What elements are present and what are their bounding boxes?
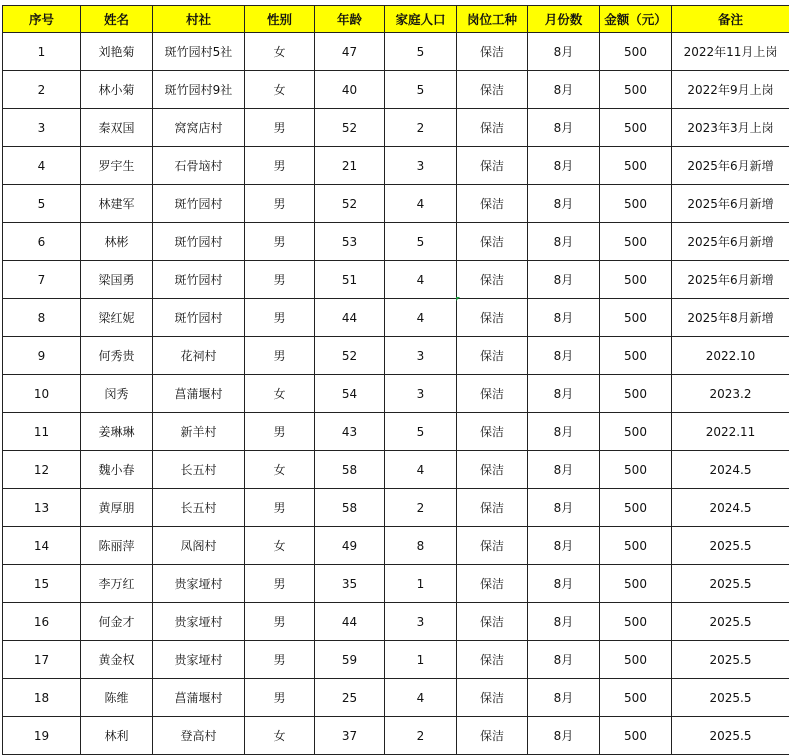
table-cell[interactable]: 500 (600, 375, 672, 413)
table-cell[interactable]: 保洁 (457, 413, 528, 451)
table-cell[interactable]: 男 (245, 109, 315, 147)
table-cell[interactable]: 3 (385, 337, 457, 375)
table-row (3, 299, 789, 337)
table-cell[interactable]: 8月 (528, 185, 600, 223)
table-cell[interactable]: 44 (315, 299, 385, 337)
table-cell[interactable]: 闵秀 (81, 375, 153, 413)
table-cell[interactable]: 5 (385, 413, 457, 451)
table-cell[interactable]: 15 (3, 565, 81, 603)
table-cell[interactable]: 保洁 (457, 641, 528, 679)
table-cell[interactable]: 500 (600, 109, 672, 147)
table-cell[interactable]: 2025年8月新增 (672, 299, 789, 337)
table-cell[interactable]: 男 (245, 185, 315, 223)
table-cell[interactable]: 2022年9月上岗 (672, 71, 789, 109)
table-row (3, 337, 789, 375)
table-cell[interactable]: 500 (600, 261, 672, 299)
table-cell[interactable]: 500 (600, 527, 672, 565)
header-row (3, 6, 789, 33)
table-cell[interactable]: 1 (385, 565, 457, 603)
table-row (3, 223, 789, 261)
table-cell[interactable]: 4 (385, 299, 457, 337)
table-cell[interactable]: 2022.11 (672, 413, 789, 451)
table-cell[interactable]: 保洁 (457, 147, 528, 185)
table-row (3, 641, 789, 679)
table-cell[interactable]: 8月 (528, 299, 600, 337)
table-cell[interactable]: 林彬 (81, 223, 153, 261)
table-cell[interactable]: 8 (385, 527, 457, 565)
table-cell[interactable]: 保洁 (457, 489, 528, 527)
table-cell[interactable]: 4 (3, 147, 81, 185)
table-cell[interactable]: 梁红妮 (81, 299, 153, 337)
table-cell[interactable]: 保洁 (457, 679, 528, 717)
table-cell[interactable]: 男 (245, 261, 315, 299)
table-cell[interactable]: 斑竹园村5社 (153, 33, 245, 71)
table-cell[interactable]: 女 (245, 527, 315, 565)
table-cell[interactable]: 斑竹园村 (153, 261, 245, 299)
table-cell[interactable]: 保洁 (457, 33, 528, 71)
table-cell[interactable]: 8月 (528, 71, 600, 109)
comment-marker-icon (456, 297, 460, 301)
table-cell[interactable]: 刘艳菊 (81, 33, 153, 71)
table-cell[interactable]: 窝窝店村 (153, 109, 245, 147)
table-cell[interactable]: 陈丽萍 (81, 527, 153, 565)
table-cell[interactable]: 2025.5 (672, 565, 789, 603)
table-cell[interactable]: 1 (3, 33, 81, 71)
table-cell[interactable]: 斑竹园村9社 (153, 71, 245, 109)
header-cell[interactable]: 村社 (153, 6, 245, 33)
table-cell[interactable]: 贵家垭村 (153, 641, 245, 679)
table-cell[interactable]: 保洁 (457, 451, 528, 489)
table-cell[interactable]: 2024.5 (672, 489, 789, 527)
table-cell[interactable]: 林建军 (81, 185, 153, 223)
table-cell[interactable]: 5 (385, 33, 457, 71)
table-cell[interactable]: 何秀贵 (81, 337, 153, 375)
table-cell[interactable]: 男 (245, 413, 315, 451)
table-cell[interactable]: 4 (385, 451, 457, 489)
table-cell[interactable]: 斑竹园村 (153, 299, 245, 337)
table-cell[interactable]: 男 (245, 641, 315, 679)
table-cell[interactable]: 菖蒲堰村 (153, 375, 245, 413)
table-row (3, 375, 789, 413)
table-cell[interactable]: 2025年6月新增 (672, 185, 789, 223)
table-cell[interactable]: 梁国勇 (81, 261, 153, 299)
table-cell[interactable]: 59 (315, 641, 385, 679)
table-cell[interactable]: 长五村 (153, 489, 245, 527)
table-cell[interactable]: 保洁 (457, 71, 528, 109)
table-cell[interactable]: 37 (315, 717, 385, 755)
table-cell[interactable]: 2024.5 (672, 451, 789, 489)
table-cell[interactable]: 8月 (528, 261, 600, 299)
table-cell[interactable]: 2022.10 (672, 337, 789, 375)
table-cell[interactable]: 2022年11月上岗 (672, 33, 789, 71)
table-cell[interactable]: 黄金权 (81, 641, 153, 679)
table-cell[interactable]: 保洁 (457, 261, 528, 299)
table-cell[interactable]: 58 (315, 451, 385, 489)
table-row (3, 185, 789, 223)
table-cell[interactable]: 林利 (81, 717, 153, 755)
table-cell[interactable]: 男 (245, 299, 315, 337)
table-cell[interactable]: 男 (245, 603, 315, 641)
table-cell[interactable]: 500 (600, 603, 672, 641)
table-cell[interactable]: 3 (385, 375, 457, 413)
table-cell[interactable]: 35 (315, 565, 385, 603)
table-cell[interactable]: 4 (385, 185, 457, 223)
table-cell[interactable]: 李万红 (81, 565, 153, 603)
table-cell[interactable]: 54 (315, 375, 385, 413)
table-cell[interactable]: 52 (315, 185, 385, 223)
table-cell[interactable]: 菖蒲堰村 (153, 679, 245, 717)
table-cell[interactable]: 陈维 (81, 679, 153, 717)
table-cell[interactable]: 保洁 (457, 603, 528, 641)
table-row (3, 261, 789, 299)
table-cell[interactable]: 女 (245, 33, 315, 71)
table-cell[interactable]: 魏小春 (81, 451, 153, 489)
table-cell[interactable]: 罗宇生 (81, 147, 153, 185)
header-cell[interactable]: 备注 (672, 6, 789, 33)
table-cell[interactable]: 6 (3, 223, 81, 261)
header-cell[interactable]: 姓名 (81, 6, 153, 33)
table-cell[interactable]: 凤阁村 (153, 527, 245, 565)
table-cell[interactable]: 斑竹园村 (153, 185, 245, 223)
table-cell[interactable]: 13 (3, 489, 81, 527)
table-cell[interactable]: 21 (315, 147, 385, 185)
table-cell[interactable]: 500 (600, 33, 672, 71)
table-cell[interactable]: 51 (315, 261, 385, 299)
table-cell[interactable]: 男 (245, 147, 315, 185)
table-cell[interactable]: 姜琳琳 (81, 413, 153, 451)
table-cell[interactable]: 3 (3, 109, 81, 147)
table-cell[interactable]: 保洁 (457, 337, 528, 375)
table-cell[interactable]: 500 (600, 565, 672, 603)
table-cell[interactable]: 500 (600, 223, 672, 261)
table-cell[interactable]: 500 (600, 489, 672, 527)
table-cell[interactable]: 男 (245, 679, 315, 717)
table-cell[interactable]: 保洁 (457, 223, 528, 261)
table-cell[interactable]: 500 (600, 71, 672, 109)
table-cell[interactable]: 19 (3, 717, 81, 755)
table-cell[interactable]: 10 (3, 375, 81, 413)
table-cell[interactable]: 8月 (528, 223, 600, 261)
table-cell[interactable]: 女 (245, 717, 315, 755)
table-cell[interactable]: 2 (385, 109, 457, 147)
table-cell[interactable]: 8月 (528, 109, 600, 147)
table-cell[interactable]: 2025.5 (672, 717, 789, 755)
table-cell[interactable]: 8月 (528, 527, 600, 565)
table-cell[interactable]: 500 (600, 413, 672, 451)
table-row (3, 527, 789, 565)
table-cell[interactable]: 4 (385, 261, 457, 299)
table-cell[interactable]: 8 (3, 299, 81, 337)
table-cell[interactable]: 2025.5 (672, 527, 789, 565)
table-cell[interactable]: 8月 (528, 147, 600, 185)
table-cell[interactable]: 500 (600, 451, 672, 489)
table-cell[interactable]: 11 (3, 413, 81, 451)
table-cell[interactable]: 18 (3, 679, 81, 717)
table-cell[interactable]: 保洁 (457, 717, 528, 755)
table-cell[interactable]: 12 (3, 451, 81, 489)
table-row (3, 413, 789, 451)
table-cell[interactable]: 保洁 (457, 565, 528, 603)
table-cell[interactable]: 何金才 (81, 603, 153, 641)
table-cell[interactable]: 500 (600, 717, 672, 755)
header-cell[interactable]: 家庭人口 (385, 6, 457, 33)
table-cell[interactable]: 3 (385, 147, 457, 185)
header-cell[interactable]: 性别 (245, 6, 315, 33)
table-cell[interactable]: 2023.2 (672, 375, 789, 413)
table-cell[interactable]: 花祠村 (153, 337, 245, 375)
table-cell[interactable]: 8月 (528, 451, 600, 489)
table-cell[interactable]: 男 (245, 565, 315, 603)
table-cell[interactable]: 25 (315, 679, 385, 717)
table-cell[interactable]: 2 (3, 71, 81, 109)
table-cell[interactable]: 8月 (528, 717, 600, 755)
table-cell[interactable]: 2025年6月新增 (672, 147, 789, 185)
table-cell[interactable]: 2025年6月新增 (672, 223, 789, 261)
table-cell[interactable]: 8月 (528, 413, 600, 451)
table-cell[interactable]: 登高村 (153, 717, 245, 755)
table-cell[interactable]: 林小菊 (81, 71, 153, 109)
table-row (3, 717, 789, 755)
table-cell[interactable]: 石骨垴村 (153, 147, 245, 185)
table-cell[interactable]: 女 (245, 375, 315, 413)
table-cell[interactable]: 女 (245, 451, 315, 489)
table-cell[interactable]: 保洁 (457, 375, 528, 413)
table-cell[interactable]: 8月 (528, 489, 600, 527)
table-cell[interactable]: 500 (600, 185, 672, 223)
table-cell[interactable]: 500 (600, 641, 672, 679)
table-row (3, 71, 789, 109)
table-cell[interactable]: 500 (600, 337, 672, 375)
table-row (3, 147, 789, 185)
header-cell[interactable]: 月份数 (528, 6, 600, 33)
table-cell[interactable]: 58 (315, 489, 385, 527)
table-cell[interactable]: 2025年6月新增 (672, 261, 789, 299)
table-cell[interactable]: 53 (315, 223, 385, 261)
header-cell[interactable]: 岗位工种 (457, 6, 528, 33)
table-row (3, 603, 789, 641)
table-cell[interactable]: 2 (385, 717, 457, 755)
table-cell[interactable]: 女 (245, 71, 315, 109)
table-cell[interactable]: 保洁 (457, 185, 528, 223)
table-cell[interactable]: 男 (245, 337, 315, 375)
table-cell[interactable]: 500 (600, 147, 672, 185)
header-cell[interactable]: 年龄 (315, 6, 385, 33)
table-cell[interactable]: 贵家垭村 (153, 603, 245, 641)
table-cell[interactable]: 49 (315, 527, 385, 565)
table-cell[interactable]: 43 (315, 413, 385, 451)
table-row (3, 33, 789, 71)
table-cell[interactable]: 2025.5 (672, 641, 789, 679)
table-cell[interactable]: 5 (385, 71, 457, 109)
table-cell[interactable]: 长五村 (153, 451, 245, 489)
table-row (3, 451, 789, 489)
header-cell[interactable]: 序号 (3, 6, 81, 33)
table-cell[interactable]: 1 (385, 641, 457, 679)
table-cell[interactable]: 44 (315, 603, 385, 641)
staff-table (2, 5, 789, 755)
table-cell[interactable]: 8月 (528, 33, 600, 71)
table-cell[interactable]: 男 (245, 223, 315, 261)
table-cell[interactable]: 2025.5 (672, 603, 789, 641)
table-cell[interactable]: 保洁 (457, 299, 528, 337)
table-cell[interactable]: 新羊村 (153, 413, 245, 451)
table-cell[interactable]: 40 (315, 71, 385, 109)
table-cell[interactable]: 保洁 (457, 527, 528, 565)
table-cell[interactable]: 8月 (528, 679, 600, 717)
table-cell[interactable]: 8月 (528, 603, 600, 641)
table-cell[interactable]: 17 (3, 641, 81, 679)
table-cell[interactable]: 500 (600, 299, 672, 337)
table-cell[interactable]: 5 (385, 223, 457, 261)
table-cell[interactable]: 保洁 (457, 109, 528, 147)
table-cell[interactable]: 黄厚朋 (81, 489, 153, 527)
table-cell[interactable]: 2023年3月上岗 (672, 109, 789, 147)
table-cell[interactable]: 5 (3, 185, 81, 223)
table-cell[interactable]: 9 (3, 337, 81, 375)
table-cell[interactable]: 47 (315, 33, 385, 71)
table-cell[interactable]: 男 (245, 489, 315, 527)
table-cell[interactable]: 7 (3, 261, 81, 299)
table-cell[interactable]: 贵家垭村 (153, 565, 245, 603)
header-cell[interactable]: 金额（元） (600, 6, 672, 33)
table-cell[interactable]: 4 (385, 679, 457, 717)
table-cell[interactable]: 3 (385, 603, 457, 641)
table-cell[interactable]: 16 (3, 603, 81, 641)
table-row (3, 489, 789, 527)
table-cell[interactable]: 52 (315, 109, 385, 147)
table-cell[interactable]: 2025.5 (672, 679, 789, 717)
table-cell[interactable]: 秦双国 (81, 109, 153, 147)
table-cell[interactable]: 8月 (528, 337, 600, 375)
table-cell[interactable]: 斑竹园村 (153, 223, 245, 261)
table-row (3, 565, 789, 603)
table-cell[interactable]: 8月 (528, 375, 600, 413)
table-cell[interactable]: 14 (3, 527, 81, 565)
table-cell[interactable]: 500 (600, 679, 672, 717)
table-row (3, 679, 789, 717)
table-row (3, 109, 789, 147)
table-cell[interactable]: 2 (385, 489, 457, 527)
table-cell[interactable]: 52 (315, 337, 385, 375)
table-cell[interactable]: 8月 (528, 565, 600, 603)
table-cell[interactable]: 8月 (528, 641, 600, 679)
